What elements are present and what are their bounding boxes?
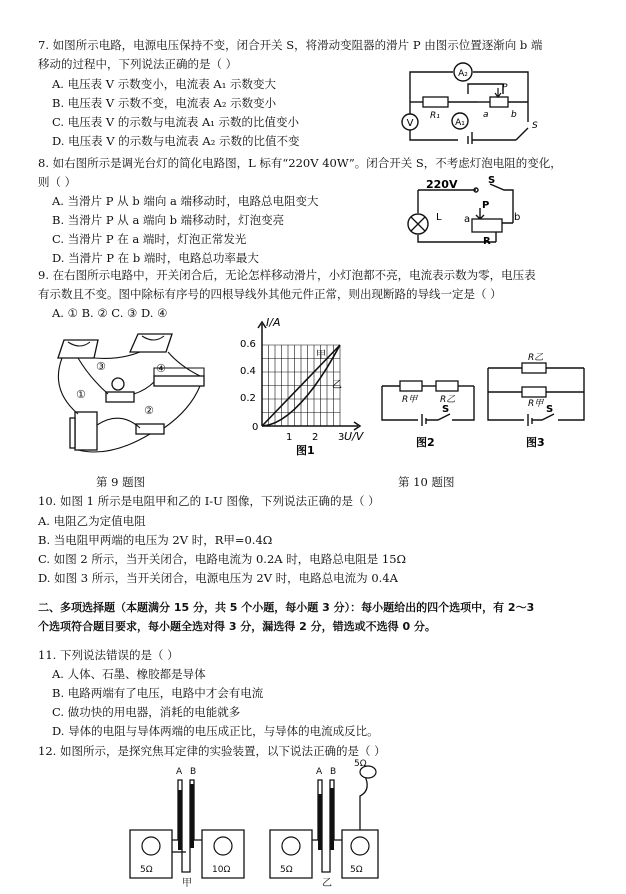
label-l: L [436,212,442,223]
label-5ohm-1: 5Ω [140,865,153,875]
q10-option-c: C. 如图 2 所示，当开关闭合，电路电流为 0.2A 时，电路总电阻是 15Ω [38,552,407,566]
flask-icon [351,837,369,855]
q7-option-a: A. 电压表 V 示数变小，电流表 A₁ 示数变大 [52,77,276,91]
q7-option-c: C. 电压表 V 的示数与电流表 A₁ 示数的比值变小 [52,115,300,129]
q8-stem-line2: 则（ ） [38,175,77,189]
q9-caption: 第 9 题图 [96,475,146,489]
q7-stem-line1: 7. 如图所示电路，电源电压保持不变，闭合开关 S，将滑动变阻器的滑片 P 由图示位置逐渐向 b 端 [38,38,543,52]
label-r-jia: R甲 [528,399,544,409]
q9-stem-line1: 9. 在右图所示电路中，开关闭合后，无论怎样移动滑片，小灯泡都不亮，电流表示数为零，电压表 [38,268,536,282]
q11-stem: 11. 下列说法错误的是（ ） [38,648,179,662]
label-r1: R₁ [430,111,440,121]
label-r-jia: R甲 [402,395,418,405]
figure1-caption: 图1 [296,444,315,457]
voltmeter-icon [130,334,172,352]
q10-iu-graph [238,318,368,458]
label-r: R [483,236,491,247]
wire-label-4: ④ [156,362,166,375]
resistor-yi-icon [436,381,458,391]
xtick-1: 1 [286,432,293,443]
ytick-0.4: 0.4 [240,366,256,377]
label-a2: A₂ [458,69,468,79]
q8-option-c: C. 当滑片 P 在 a 端时，灯泡正常发光 [52,232,247,246]
battery-icon [75,412,97,450]
q11-option-c: C. 做功快的用电器，消耗的电能就多 [52,705,241,719]
label-r-yi: R乙 [528,353,544,363]
figure3-caption: 图3 [526,436,545,449]
resistor-jia-icon [522,387,546,397]
label-p: P [502,83,508,93]
lamp-bulb-icon [112,378,124,390]
q10-caption: 第 10 题图 [398,475,455,489]
label-s: S [488,175,496,186]
label-p: P [482,200,490,211]
ammeter-icon [58,340,98,358]
lamp-base-icon [106,392,134,402]
label-a-left: A [176,767,183,777]
tube-a2-liquid-icon [318,794,322,850]
q10-option-a: A. 电阻乙为定值电阻 [38,514,146,528]
flask-icon [214,837,232,855]
graph-xlabel: U/V [344,430,364,443]
q9-options: A. ① B. ② C. ③ D. ④ [52,306,168,320]
flask-icon [142,837,160,855]
q7-stem-line2: 移动的过程中，下列说法正确的是（ ） [38,57,238,71]
q8-option-b: B. 当滑片 P 从 a 端向 b 端移动时，灯泡变亮 [52,213,285,227]
resistor-yi-icon [522,363,546,373]
label-a1: A₁ [455,118,465,128]
curve-jia-label: 甲 [316,350,326,361]
slider-arrow-icon [495,88,501,97]
section2-header-line1: 二、多项选择题（本题满分 15 分，共 5 个小题，每小题 3 分）：每小题给出的四个选项中，有 2～3 [38,601,535,614]
q8-circuit-diagram [408,175,523,248]
label-b: b [511,110,517,120]
q9-apparatus-diagram [50,330,220,460]
label-5ohm-2: 5Ω [280,865,293,875]
q7-option-b: B. 电压表 V 示数不变，电流表 A₂ 示数变小 [52,96,277,110]
q10-option-d: D. 如图 3 所示，当开关闭合，电源电压为 2V 时，电路总电流为 0.4A [38,571,398,585]
label-s: S [442,404,450,415]
label-yi: 乙 [322,878,332,889]
q7-option-d: D. 电压表 V 的示数与电流表 A₂ 示数的比值不变 [52,134,300,148]
rheostat-icon [490,97,508,107]
label-r-yi: R乙 [440,395,456,405]
q11-option-a: A. 人体、石墨、橡胶都是导体 [52,667,206,681]
label-5ohm-external: 5Ω [354,759,367,769]
label-b-right: B [330,767,337,777]
wire-label-3: ③ [96,360,106,373]
ytick-0.2: 0.2 [240,393,256,404]
q10-figure2-circuit [378,378,478,448]
flask-icon [282,837,300,855]
label-5ohm-3: 5Ω [350,865,363,875]
q12-joule-apparatus [120,760,380,888]
figure2-caption: 图2 [416,436,435,449]
xtick-2: 2 [312,432,319,443]
tube-a-liquid-icon [178,790,182,850]
label-b-left: B [190,767,197,777]
label-v: V [406,118,414,129]
rheostat-icon [472,219,502,232]
q10-figure3-circuit [484,352,594,452]
resistor-jia-icon [400,381,422,391]
xtick-3: 3 [338,432,345,443]
tube-b2-liquid-icon [330,788,334,850]
q8-option-d: D. 当滑片 P 在 b 端时，电路总功率最大 [52,251,259,265]
rheostat-icon [154,376,204,386]
resistor-r1-icon [423,97,448,107]
q7-circuit-diagram [398,62,558,144]
label-a: a [464,214,471,225]
curve-yi-label: 乙 [332,380,342,391]
label-10ohm: 10Ω [212,865,231,875]
q8-stem-line1: 8. 如右图所示是调光台灯的简化电路图，L 标有“220V 40W”。闭合开关 S，不考虑灯泡电阻的变化， [38,156,562,170]
q9-stem-line2: 有示数且不变。图中除标有序号的四根导线外其他元件正常，则出现断路的导线一定是（ ） [38,287,502,301]
wire-label-2: ② [144,404,154,417]
q12-stem: 12. 如图所示，是探究焦耳定律的实验装置，以下说法正确的是（ ） [38,744,386,758]
q8-option-a: A. 当滑片 P 从 b 端向 a 端移动时，电路总电阻变大 [52,194,319,208]
section2-header-line2: 个选项符合题目要求，每小题全选对得 3 分，漏选得 2 分，错选或不选得 0 分。 [38,620,436,633]
graph-ylabel: I/A [266,316,281,329]
switch-icon [136,424,164,434]
label-a-right: A [316,767,323,777]
label-a: a [483,110,489,120]
q11-option-d: D. 导体的电阻与导体两端的电压成正比，与导体的电流成反比。 [52,724,379,738]
origin-label: 0 [252,422,259,433]
ytick-0.6: 0.6 [240,339,256,350]
label-s: S [532,121,538,131]
label-s: S [546,404,554,415]
q10-option-b: B. 当电阻甲两端的电压为 2V 时，R甲=0.4Ω [38,533,273,547]
q11-option-b: B. 电路两端有了电压，电路中才会有电流 [52,686,264,700]
label-b: b [514,212,521,223]
wire-label-1: ① [76,388,86,401]
tube-b-liquid-icon [190,784,194,848]
q10-stem: 10. 如图 1 所示是电阻甲和乙的 I-U 图像，下列说法正确的是（ ） [38,494,380,508]
label-220v: 220V [426,178,458,191]
label-jia: 甲 [182,878,192,889]
